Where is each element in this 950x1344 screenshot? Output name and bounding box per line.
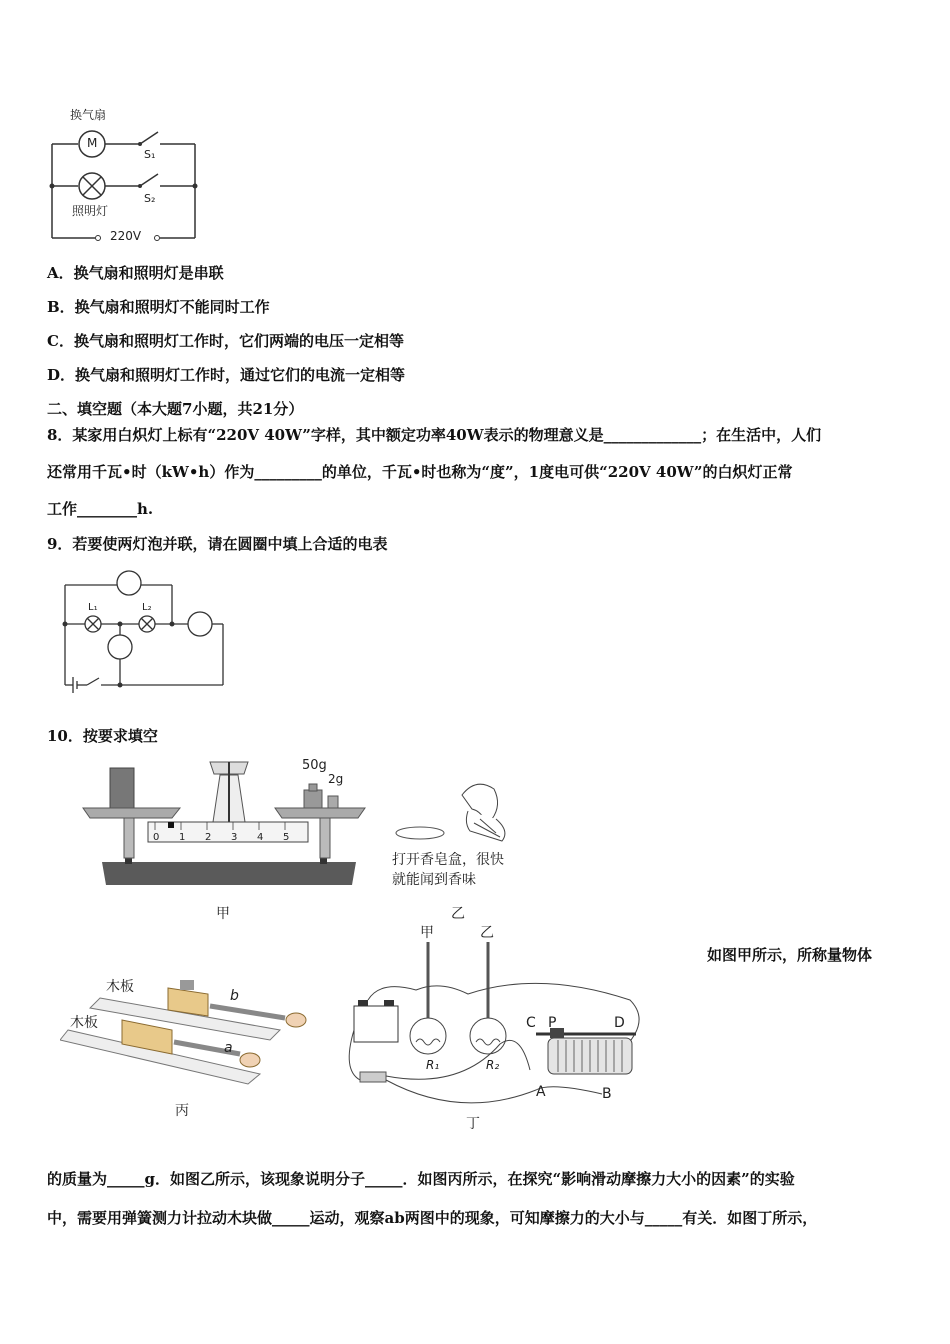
- q8-line3: 工作________h.: [47, 500, 154, 518]
- resistor-r1-label: R₁: [426, 1058, 440, 1072]
- rheostat-a-label: A: [536, 1084, 546, 1100]
- soap-figure: [392, 775, 532, 895]
- q10-side-text: 如图甲所示，所称量物体: [707, 946, 873, 964]
- section-title: 二、填空题（本大题7小题，共21分）: [47, 400, 304, 418]
- lamp-l2-label: L₂: [142, 602, 152, 613]
- board-label-top: 木板: [106, 979, 134, 995]
- caption-jia: 甲: [216, 906, 230, 922]
- tick-5: 5: [283, 832, 290, 843]
- option-d: D．换气扇和照明灯工作时，通过它们的电流一定相等: [47, 366, 406, 384]
- person-smelling-illustration: [392, 775, 532, 855]
- fan-label: 换气扇: [70, 108, 107, 122]
- weight-2g-label: 2g: [328, 772, 344, 786]
- rheostat-c-label: C: [526, 1015, 536, 1031]
- thermometer-jia-label: 甲: [420, 925, 434, 941]
- rheostat-p-label: P: [548, 1015, 557, 1031]
- tick-0: 0: [153, 832, 160, 843]
- board-label-bottom: 木板: [70, 1015, 98, 1031]
- q9-text: 9．若要使两灯泡并联，请在圆圈中填上合适的电表: [47, 535, 388, 553]
- weight-50g-label: 50g: [302, 758, 327, 773]
- resistor-r2-label: R₂: [486, 1058, 500, 1072]
- option-b: B．换气扇和照明灯不能同时工作: [47, 298, 270, 316]
- voltage-label: 220V: [110, 229, 142, 243]
- friction-figure: [60, 968, 320, 1118]
- thermometer-yi-label: 乙: [480, 925, 494, 941]
- q8-line2: 还常用千瓦•时（kW•h）作为_________的单位，千瓦•时也称为“度”，1度电可供“220V 40W”的白炽灯正常: [47, 463, 793, 481]
- balance-figure: [80, 750, 380, 900]
- label-a: a: [224, 1040, 233, 1056]
- tick-2: 2: [205, 832, 212, 843]
- caption-ding: 丁: [466, 1116, 480, 1132]
- switch-s1-label: S₁: [144, 148, 156, 161]
- q7-circuit-diagram: [40, 100, 210, 250]
- q7-circuit-figure: [40, 100, 210, 250]
- q10-line1: 的质量为_____g．如图乙所示，该现象说明分子_____．如图丙所示，在探究“影响滑动摩擦力大小的因素”的实验: [47, 1170, 795, 1188]
- thermometer-circuit-figure: [340, 920, 660, 1130]
- q10-title: 10．按要求填空: [47, 727, 158, 745]
- friction-diagram: [60, 968, 320, 1088]
- tick-4: 4: [257, 832, 264, 843]
- soap-caption-line1: 打开香皂盒，很快: [392, 852, 504, 868]
- rheostat-b-label: B: [602, 1086, 612, 1102]
- thermometer-circuit-diagram: [340, 920, 660, 1130]
- soap-caption-line2: 就能闻到香味: [392, 872, 476, 888]
- caption-bing: 丙: [175, 1103, 189, 1119]
- q8-line1: 8．某家用白炽灯上标有“220V 40W”字样，其中额定功率40W表示的物理意义是_____________；在生活中，人们: [47, 426, 822, 444]
- lamp-l1-label: L₁: [88, 602, 98, 613]
- q10-line2: 中，需要用弹簧测力计拉动木块做_____运动，观察ab两图中的现象，可知摩擦力的大小与_____有关．如图丁所示，: [47, 1209, 818, 1227]
- switch-s2-label: S₂: [144, 192, 156, 205]
- label-b: b: [230, 988, 239, 1004]
- q9-circuit-figure: [55, 565, 235, 695]
- motor-symbol: M: [87, 136, 98, 150]
- tick-1: 1: [179, 832, 186, 843]
- option-c: C．换气扇和照明灯工作时，它们两端的电压一定相等: [47, 332, 404, 350]
- rheostat-d-label: D: [614, 1015, 625, 1031]
- q9-circuit-diagram: [55, 565, 235, 695]
- option-a: A．换气扇和照明灯是串联: [47, 264, 224, 282]
- tick-3: 3: [231, 832, 238, 843]
- lamp-label: 照明灯: [72, 204, 109, 218]
- caption-yi: 乙: [451, 906, 465, 922]
